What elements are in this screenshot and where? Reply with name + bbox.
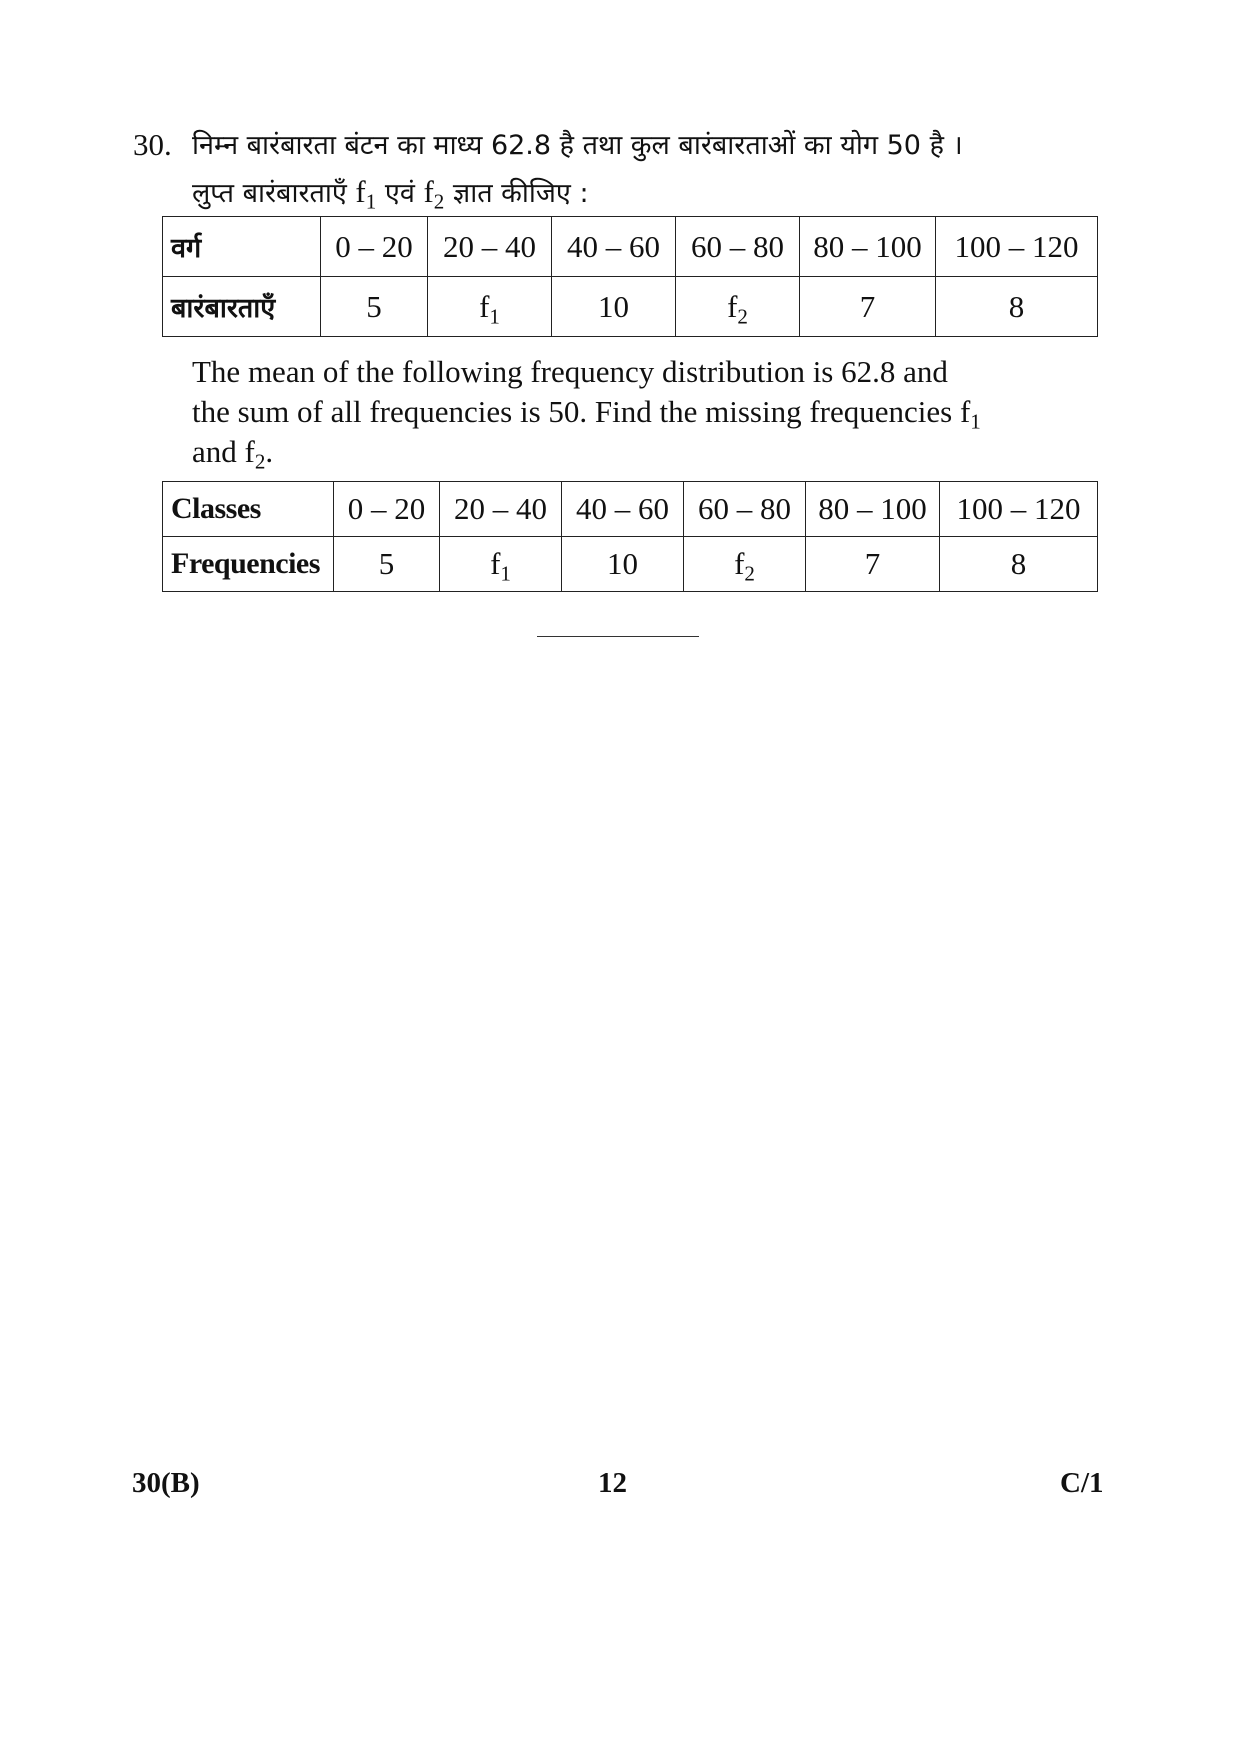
class-cell: 80 – 100 [800, 217, 936, 277]
class-cell: 100 – 120 [940, 482, 1098, 537]
footer-set-code: C/1 [1060, 1467, 1104, 1499]
frequency-cell: $f_2$ [676, 277, 800, 337]
f1-symbol: $f_1$ [355, 174, 377, 214]
class-cell: 20 – 40 [440, 482, 562, 537]
class-cell: 60 – 80 [684, 482, 806, 537]
class-cell: 60 – 80 [676, 217, 800, 277]
class-cell: 0 – 20 [334, 482, 440, 537]
row-label: Classes [163, 482, 334, 537]
english-line-2: the sum of all frequencies is 50. Find the missing frequencies $f_1$ [192, 394, 981, 434]
hindi-text: निम्न बारंबारता बंटन का माध्य 62.8 है तथा कुल बारंबारताओं का योग 50 है । [192, 130, 963, 161]
frequency-cell: 10 [552, 277, 676, 337]
frequency-cell: 8 [940, 537, 1098, 592]
class-cell: 40 – 60 [552, 217, 676, 277]
class-cell: 80 – 100 [806, 482, 940, 537]
question-hindi-line-1 [192, 128, 963, 164]
f2-symbol: $f_2$ [423, 174, 445, 214]
question-number: 30. [133, 127, 172, 162]
frequency-cell: 8 [936, 277, 1098, 337]
frequency-cell: $f_1$ [440, 537, 562, 592]
english-frequency-table [162, 481, 1098, 592]
question-hindi-line-2 [192, 174, 589, 212]
class-cell: 0 – 20 [321, 217, 428, 277]
row-label: बारंबारताएँ [163, 277, 321, 337]
class-cell: 40 – 60 [562, 482, 684, 537]
frequency-cell: $f_2$ [684, 537, 806, 592]
row-label: वर्ग [163, 217, 321, 277]
frequency-cell: 10 [562, 537, 684, 592]
english-line-3: and $f_2$. [192, 434, 274, 474]
frequency-cell: $f_1$ [428, 277, 552, 337]
english-line-1: The mean of the following frequency distribution is 62.8 and [192, 354, 948, 389]
table-row [163, 277, 1098, 337]
hindi-text: लुप्त बारंबारताएँ [192, 178, 347, 209]
table-row [163, 482, 1098, 537]
end-of-question-divider [537, 636, 699, 637]
frequency-cell: 7 [806, 537, 940, 592]
hindi-text: ज्ञात कीजिए : [452, 178, 589, 209]
frequency-cell: 7 [800, 277, 936, 337]
hindi-text: एवं [384, 178, 415, 209]
class-cell: 20 – 40 [428, 217, 552, 277]
frequency-cell: 5 [321, 277, 428, 337]
table-row [163, 217, 1098, 277]
class-cell: 100 – 120 [936, 217, 1098, 277]
row-label: Frequencies [163, 537, 334, 592]
frequency-cell: 5 [334, 537, 440, 592]
hindi-frequency-table [162, 216, 1098, 337]
footer-paper-code: 30(B) [132, 1467, 200, 1499]
table-row [163, 537, 1098, 592]
footer-page-number: 12 [598, 1467, 627, 1499]
question-english [192, 352, 1044, 472]
